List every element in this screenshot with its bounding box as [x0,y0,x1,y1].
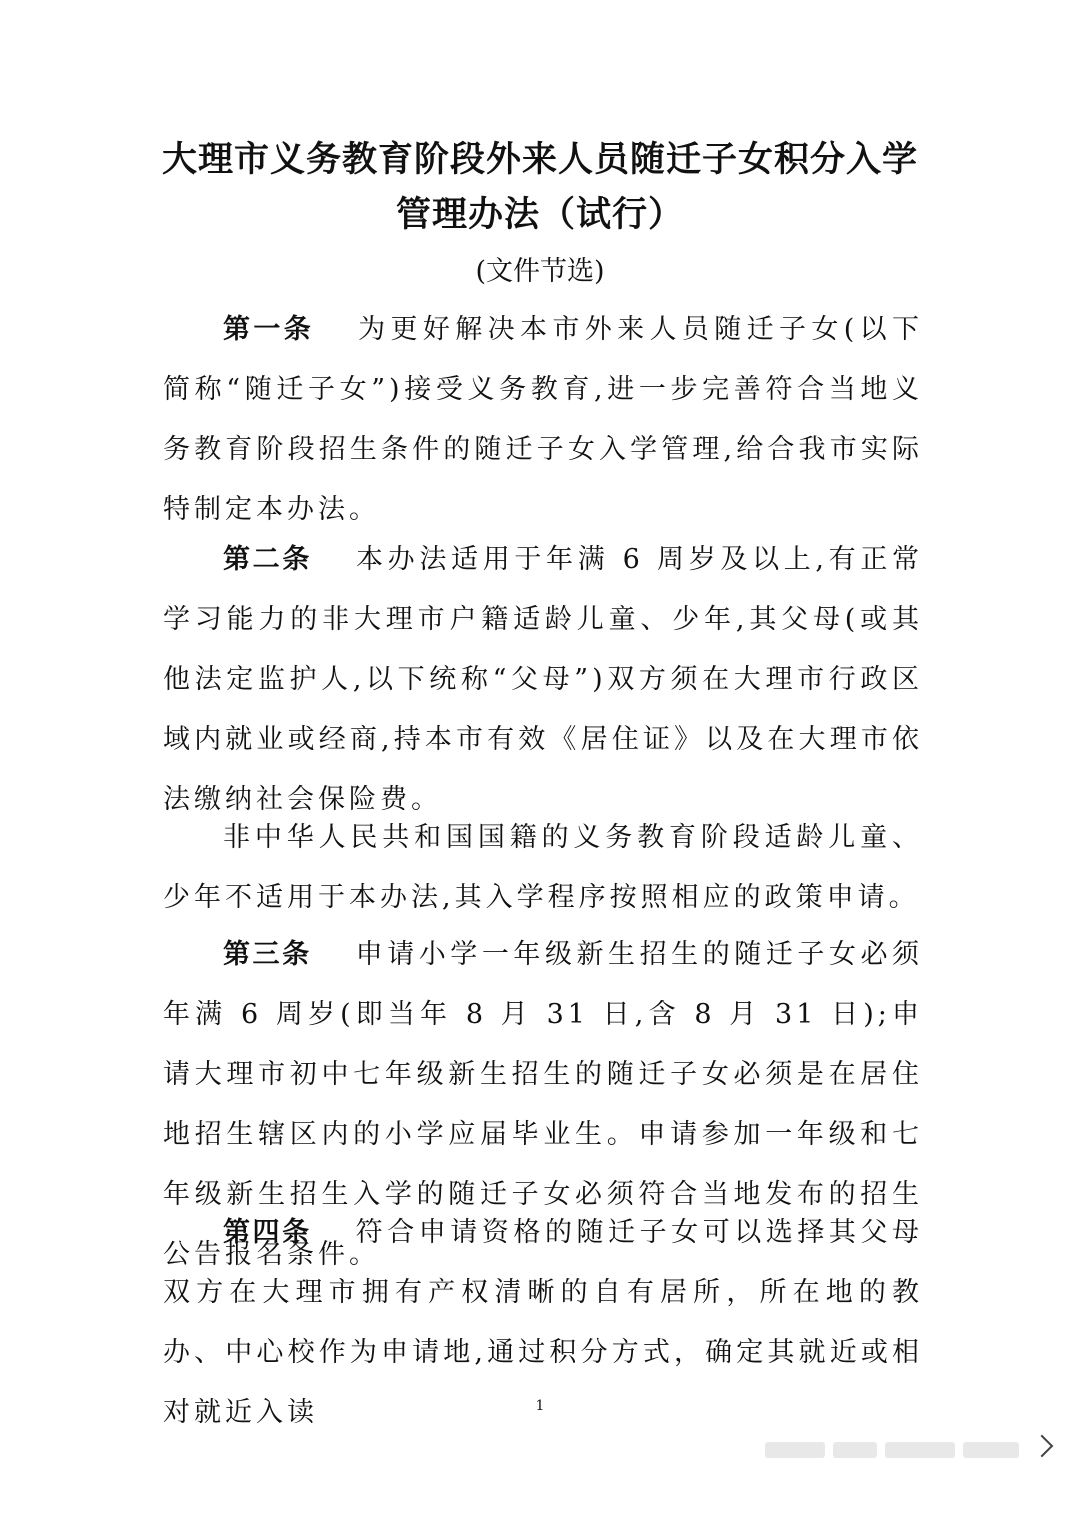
document-body [163,300,923,540]
article-1-text: 为更好解决本市外来人员随迁子女(以下简称“随迁子女”)接受义务教育,进一步完善符合当地义务教育阶段招生条件的随迁子女入学管理,给合我市实际特制定本办法。 [163,314,923,525]
document-title-line-1: 大理市义务教育阶段外来人员随迁子女积分入学 [161,139,918,180]
article-3-text: 申请小学一年级新生招生的随迁子女必须年满 6 周岁(即当年 8 月 31 日,含 8 月 31 日);申请大理市初中七年级新生招生的随迁子女必须是在居住地招生辖区内的小学应届毕业生。申请参加一年级和七年级新生招生入学的随迁子女必须符合当地发布的招生公告报名条件。 [163,939,924,1270]
article-3-label: 第三条 [223,939,312,970]
article-2-text: 本办法适用于年满 6 周岁及以上,有正常学习能力的非大理市户籍适龄儿童、少年,其父母(或其他法定监护人,以下统称“父母”)双方须在大理市行政区域内就业或经商,持本市有效《居住证》以及在大理市依法缴纳社会保险费。 [163,544,923,815]
article-4-label: 第四条 [223,1217,312,1248]
article-2-label: 第二条 [223,544,313,575]
document-body-3 [163,808,923,928]
document-subtitle: (文件节选) [475,256,605,287]
document-title-line-2: 管理办法（试行） [395,194,684,235]
watermark-icon [765,1428,1050,1474]
article-2 [163,530,923,830]
article-1 [163,300,923,540]
page-number: 1 [535,1398,545,1414]
document-body-2 [163,530,923,830]
article-4-text: 符合申请资格的随迁子女可以选择其父母双方在大理市拥有产权清晰的自有居所，所在地的教办、中心校作为申请地,通过积分方式，确定其就近或相对就近入读 [163,1217,924,1428]
article-2-supplement [163,808,923,928]
article-2-supplement-text: 非中华人民共和国国籍的义务教育阶段适龄儿童、少年不适用于本办法,其入学程序按照相应的政策申请。 [163,822,923,913]
article-1-label: 第一条 [223,314,315,345]
